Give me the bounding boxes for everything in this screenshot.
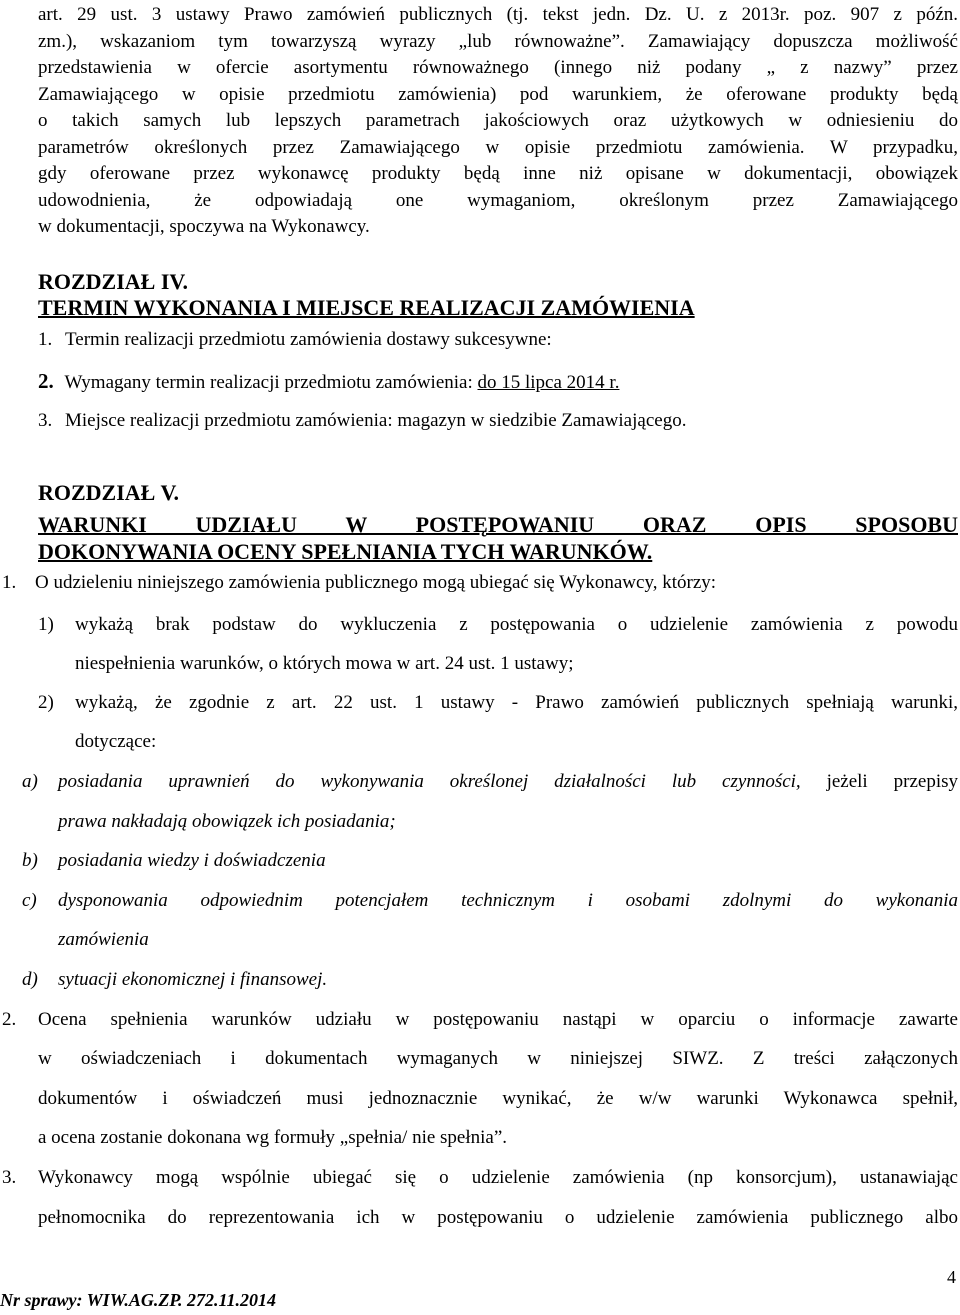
intro-line: parametrów określonych przez Zamawiającego w opisie przedmiotu zamówienia. W przypadku,: [38, 136, 958, 158]
condition-line: zamówienia: [58, 929, 149, 950]
item-text: O udzieleniu niniejszego zamówienia publicznego mogą ubiegać się Wykonawcy, którzy:: [35, 572, 717, 593]
section-1: [2, 572, 716, 594]
intro-line: udowodnienia, że odpowiadają one wymaganiom, określonym przez Zamawiającego: [38, 189, 958, 211]
subitem-line: dotyczące:: [75, 731, 157, 752]
chapter-4-item: [38, 410, 686, 432]
condition-line: [58, 771, 958, 793]
item-number: 1): [38, 614, 54, 635]
paragraph-line: dokumentów i oświadczeń musi jednoznacznie wynikać, że w/w warunki Wykonawca spełnił,: [38, 1088, 958, 1109]
paragraph-line: a ocena zostanie dokonana wg formuły „spełnia/ nie spełnia”.: [38, 1127, 508, 1148]
item-number: 1.: [2, 572, 17, 593]
intro-line: art. 29 ust. 3 ustawy Prawo zamówień publicznych (tj. tekst jedn. Dz. U. z 2013r. poz. 907 z późn.: [38, 4, 958, 25]
condition-line: dysponowania odpowiednim potencjałem technicznym i osobami zdolnymi do wykonania: [58, 890, 958, 911]
case-number: Nr sprawy: WIW.AG.ZP. 272.11.2014: [0, 1290, 277, 1310]
intro-paragraph: [38, 2, 958, 241]
chapter-5-title: [38, 511, 958, 565]
condition-line: sytuacji ekonomicznej i finansowej.: [58, 969, 328, 990]
item-letter: b): [22, 850, 38, 871]
condition-text: posiadania uprawnień do wykonywania określonej działalności lub czynności,: [58, 771, 801, 792]
item-number: 2): [38, 692, 54, 713]
intro-line: o takich samych lub lepszych parametrach jakościowych oraz użytkowych w odniesieniu do: [38, 110, 958, 131]
intro-line: przedstawienia w ofercie asortymentu równoważnego (innego niż podany „ z nazwy” przez: [38, 57, 958, 78]
item-number: 3.: [38, 410, 53, 431]
chapter-4-item: [38, 329, 552, 351]
intro-line: zm.), wskazaniom tym towarzyszą wyrazy „lub równoważne”. Zamawiający dopuszcza możliwość: [38, 30, 958, 52]
paragraph-line: w oświadczeniach i dokumentach wymaganych w niniejszej SIWZ. Z treści załączonych: [38, 1048, 958, 1069]
subitem-line: wykażą brak podstaw do wykluczenia z postępowania o udzielenie zamówienia z powodu: [75, 614, 958, 635]
deadline-date: do 15 lipca 2014 r.: [477, 372, 620, 393]
condition-line: posiadania wiedzy i doświadczenia: [58, 850, 326, 871]
item-number: 2.: [38, 369, 54, 393]
intro-line: w dokumentacji, spoczywa na Wykonawcy.: [38, 216, 370, 237]
item-letter: a): [22, 771, 38, 792]
item-letter: c): [22, 890, 37, 911]
paragraph-line: Ocena spełnienia warunków udziału w postępowaniu nastąpi w oparciu o informacje zawarte: [38, 1009, 958, 1030]
item-text: Wymagany termin realizacji przedmiotu zamówienia:: [64, 372, 478, 393]
chapter-5-title-line: DOKONYWANIA OCENY SPEŁNIANIA TYCH WARUNKÓW.: [38, 539, 653, 564]
paragraph-line: Wykonawcy mogą wspólnie ubiegać się o udzielenie zamówienia (np konsorcjum), ustanawiając: [38, 1167, 958, 1188]
chapter-5-heading: ROZDZIAŁ V.: [38, 480, 180, 505]
intro-line: gdy oferowane przez wykonawcę produkty będą inne niż opisane w dokumentacji, obowiązek: [38, 163, 958, 184]
item-text: Miejsce realizacji przedmiotu zamówienia: magazyn w siedzibie Zamawiającego.: [65, 410, 687, 431]
chapter-4-title: TERMIN WYKONANIA I MIEJSCE REALIZACJI ZAMÓWIENIA: [38, 295, 695, 320]
condition-line: prawa nakładają obowiązek ich posiadania;: [58, 811, 396, 832]
condition-text: jeżeli przepisy: [800, 771, 958, 792]
item-number: 1.: [38, 329, 53, 350]
chapter-4-item: [38, 369, 619, 394]
item-letter: d): [22, 969, 38, 990]
intro-line: Zamawiającego w opisie przedmiotu zamówienia) pod warunkiem, że oferowane produkty będą: [38, 83, 958, 105]
chapter-5-title-line: WARUNKI UDZIAŁU W POSTĘPOWANIU ORAZ OPIS SPOSOBU: [38, 512, 958, 537]
item-text: Termin realizacji przedmiotu zamówienia dostawy sukcesywne:: [65, 329, 552, 350]
item-number: 3.: [2, 1167, 17, 1188]
item-number: 2.: [2, 1009, 17, 1030]
subitem-line: wykażą, że zgodnie z art. 22 ust. 1 ustawy - Prawo zamówień publicznych spełniają warunki,: [75, 692, 958, 713]
paragraph-line: pełnomocnika do reprezentowania ich w postępowaniu o udzielenie zamówienia publicznego albo: [38, 1207, 958, 1228]
chapter-4-heading: ROZDZIAŁ IV.: [38, 269, 188, 294]
subitem-line: niespełnienia warunków, o których mowa w art. 24 ust. 1 ustawy;: [75, 653, 574, 674]
page-number: 4: [947, 1267, 956, 1287]
